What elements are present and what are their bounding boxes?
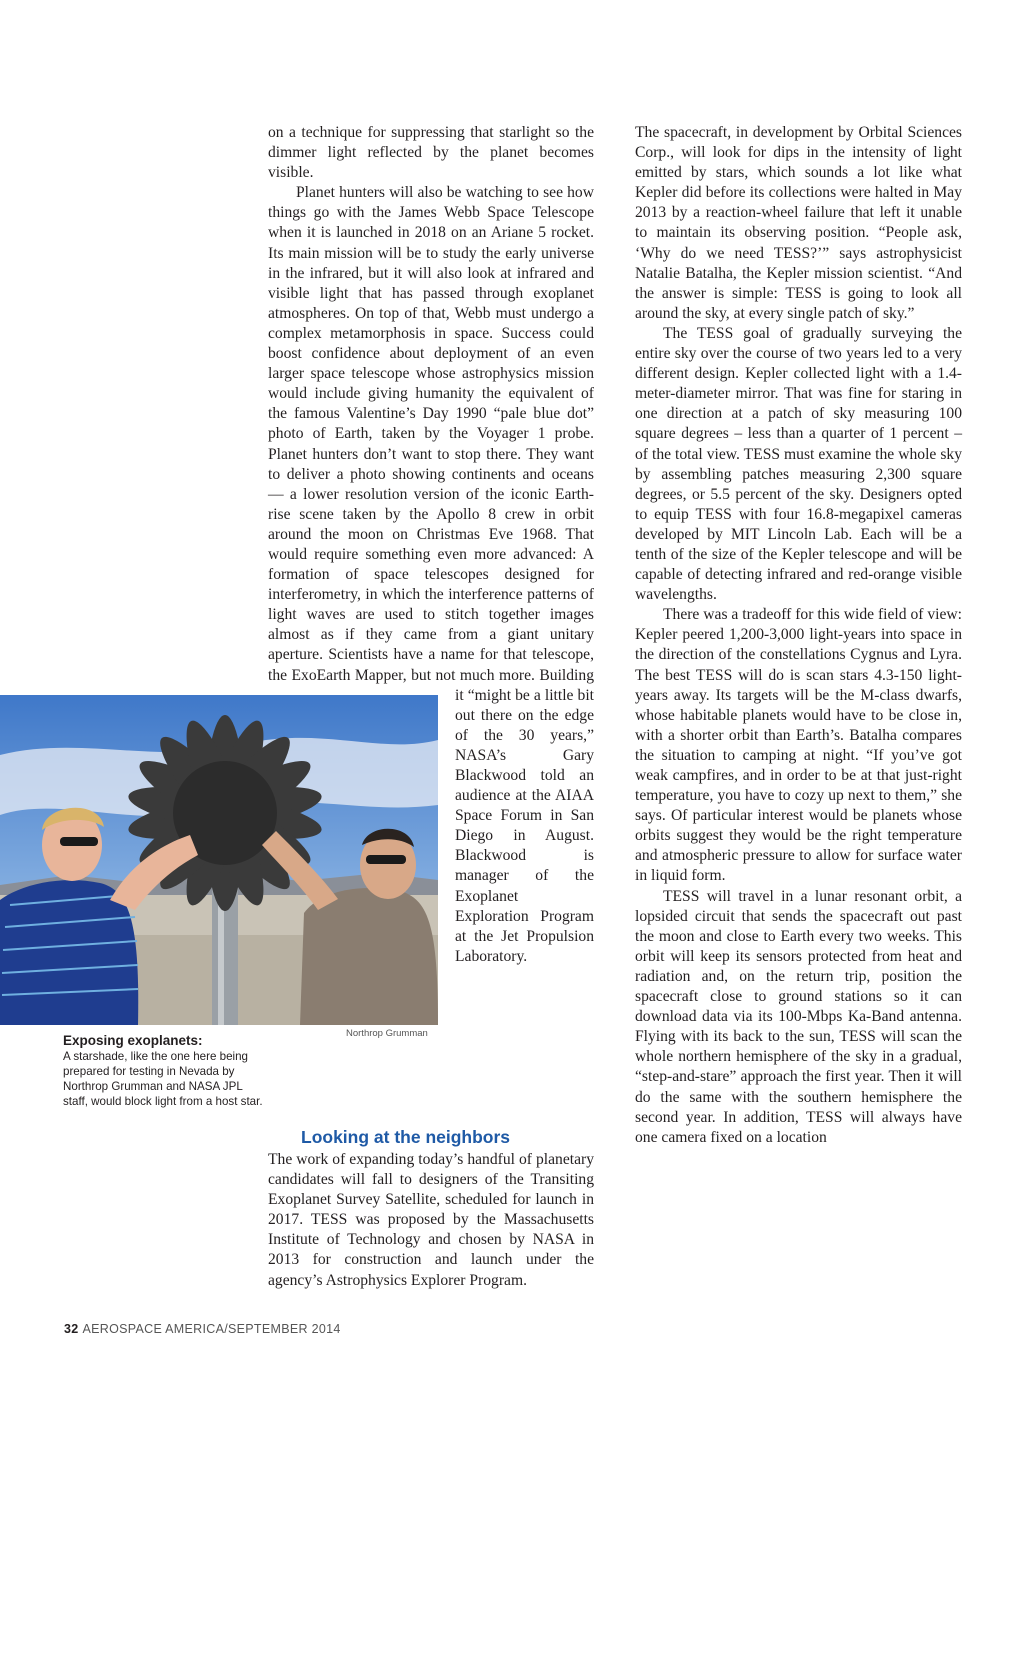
paragraph: Planet hunters will also be watching to see how things go with the James Webb Space Telescope when it is launched in 2018 on an Ariane 5 rocket. Its main mission will be to study the early universe in the infrared, but it will also look at infrared and visible light that has passed through exoplanet atmospheres. On top of that, Webb must undergo a complex metamorphosis in space. Success could boost confidence about deployment of an even larger space telescope whose astrophysics mission would include giving humanity the equivalent of the famous Valentine’s Day 1990 “pale blue dot” photo of Earth, taken by the Voyager 1 probe. Planet hunters don’t want to stop there. They want to deliver a photo showing continents and oceans — a lower resolution version of the iconic Earth-rise scene taken by the Apollo 8 crew in orbit around the moon on Christmas Eve 1968. That would require something even more advanced: A formation of space telescopes designed for interferometry, in which the interference patterns of light waves are used to stitch together images almost as if they came from a giant unitary aperture. Scientists have a name for that telescope, the ExoEarth Mapper, but not much more. Building it “might be a little bit out there on the edge of the 30 years,” NASA’s Gary Blackwood told an audience at the AIAA Space Forum in San Diego in August. Blackwood is manager of the Exoplanet Exploration Program at the Jet Propulsion Laboratory.	[268, 184, 594, 965]
paragraph: The TESS goal of gradually surveying the entire sky over the course of two years led to a very different design. Kepler collected light with a 1.4-meter-diameter mirror. That was fine for staring in one direction at a patch of sky measuring 100 square degrees – less than a quarter of 1 percent – of the total view. TESS must examine the whole sky by assembling patches measuring 2,300 square degrees, or 5.5 percent of the sky. Designers opted to equip TESS with four 16.8-megapixel cameras developed by MIT Lincoln Lab. Each will be a tenth of the size of the Kepler telescope and will be capable of detecting infrared and red-orange visible wavelengths.	[635, 324, 962, 604]
paragraph: The spacecraft, in development by Orbital Sciences Corp., will look for dips in the intensity of light emitted by stars, which sounds a lot like what Kepler did before its collections were halted in May 2013 by a reaction-wheel failure that left it unable to maintain its observing position. “People ask, ‘Why do we need TESS?’” says astrophysicist Natalie Batalha, the Kepler mission scientist. “And the answer is simple: TESS is going to look all around the sky, at every single patch of sky.”	[635, 124, 962, 322]
photo-credit: Northrop Grumman	[346, 1028, 428, 1039]
caption-text: A starshade, like the one here being prepared for testing in Nevada by Northrop Grumman and NASA JPL staff, would block light from a host star.	[63, 1050, 263, 1108]
paragraph: on a technique for suppressing that starlight so the dimmer light reflected by the planet becomes visible.	[268, 124, 594, 182]
page-footer	[64, 1322, 341, 1336]
paragraph: The work of expanding today’s handful of planetary candidates will fall to designers of the Transiting Exoplanet Survey Satellite, scheduled for launch in 2017. TESS was proposed by the Massachusetts Institute of Technology and chosen by NASA in 2013 for construction and launch under the agency’s Astrophysics Explorer Program.	[268, 1151, 594, 1289]
paragraph: There was a tradeoff for this wide field of view: Kepler peered 1,200-3,000 light-years into space in the direction of the constellations Cygnus and Lyra. The best TESS will do is scan stars 4.3-150 light-years away. Its targets will be the M-class dwarfs, whose habitable planets would have to be close in, with a shorter orbit than Earth’s. Batalha compares the situation to camping at night. “If you’ve got weak campfires, and in order to be at that just-right temperature, you have to cozy up next to them,” she says. Of particular interest would be planets whose orbits suggest they would be the right temperature and atmospheric pressure to allow for surface water in liquid form.	[635, 606, 962, 885]
caption-title: Exposing exoplanets:	[63, 1033, 203, 1048]
photo-caption	[63, 1032, 263, 1109]
publication-name: AEROSPACE AMERICA/SEPTEMBER 2014	[82, 1322, 341, 1336]
article-column-middle-section	[268, 1150, 594, 1291]
starshade-photo	[0, 695, 438, 1025]
page-number: 32	[64, 1322, 79, 1336]
section-heading: Looking at the neighbors	[301, 1127, 511, 1147]
paragraph: TESS will travel in a lunar resonant orbit, a lopsided circuit that sends the spacecraft out past the moon and close to Earth every two weeks. This orbit will keep its sensors protected from heat and radiation and, on the return trip, position the spacecraft close to ground stations so it can download data via its 100-Mbps Ka-Band antenna. Flying with its back to the sun, TESS will scan the whole northern hemisphere of the sky in a gradual, “step-and-stare” approach the first year. Then it will do the same with the southern hemisphere the second year. In addition, TESS will always have one camera fixed on a location	[635, 887, 962, 1146]
article-column-right	[635, 123, 962, 1148]
